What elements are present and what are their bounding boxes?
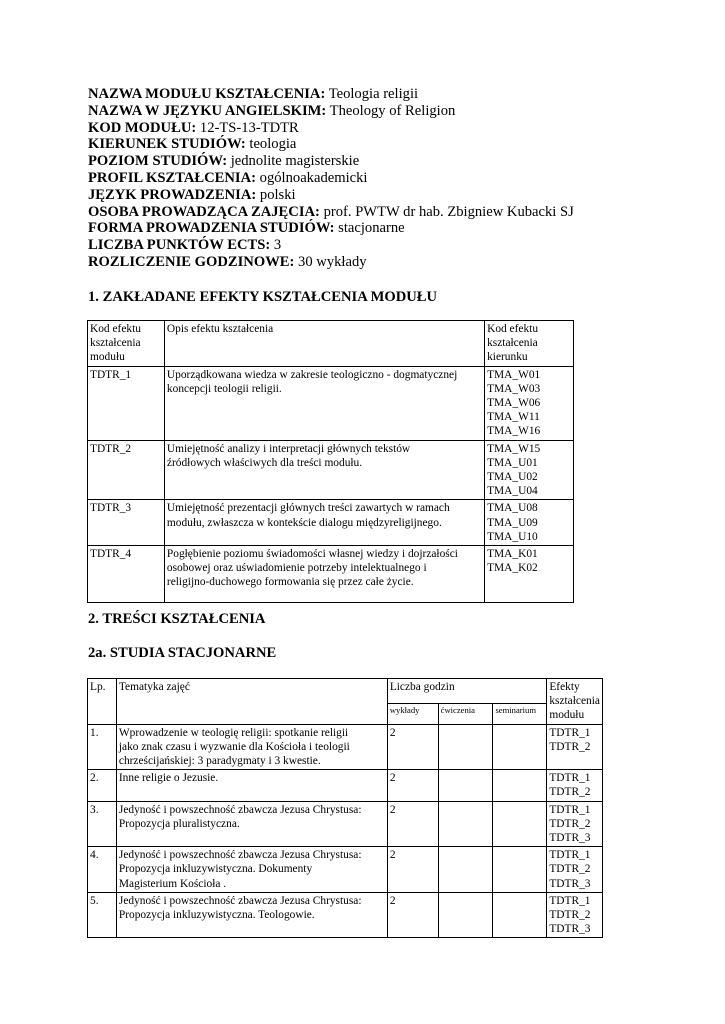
info-value: 30 wykłady	[298, 253, 367, 270]
row-effects: TDTR_1 TDTR_2	[547, 724, 603, 770]
row-seminar	[493, 770, 547, 801]
info-value: jednolite magisterskie	[230, 153, 360, 170]
info-hours	[88, 254, 588, 271]
info-label: FORMA PROWADZENIA STUDIÓW:	[88, 220, 335, 237]
header-exercises: ćwiczenia	[438, 704, 493, 724]
info-value: prof. PWTW dr hab. Zbigniew Kubacki SJ	[323, 203, 574, 220]
info-label: KOD MODUŁU:	[88, 119, 197, 136]
info-value: Theology of Religion	[329, 102, 456, 119]
table-row	[88, 847, 603, 893]
table-row	[88, 892, 603, 938]
info-field	[88, 136, 588, 153]
info-value: ogólnoakademicki	[259, 169, 368, 186]
row-lp: 3.	[88, 801, 117, 847]
outcome-description: Umiejętność analizy i interpretacji głównych tekstów źródłowych właściwych dla treści modułu.	[164, 440, 484, 500]
info-module-name	[88, 86, 588, 103]
info-label: NAZWA W JĘZYKU ANGIELSKIM:	[88, 102, 327, 119]
table-row	[88, 801, 603, 847]
info-value: Teologia religii	[328, 86, 419, 102]
row-lp: 5.	[88, 892, 117, 938]
table-row	[88, 546, 574, 603]
table-row	[88, 724, 603, 770]
info-value: 12-TS-13-TDTR	[199, 119, 299, 136]
outcome-code: TDTR_1	[88, 366, 165, 440]
row-lp: 2.	[88, 770, 117, 801]
info-label: POZIOM STUDIÓW:	[88, 153, 228, 170]
header-hours: Liczba godzin	[387, 679, 547, 704]
header-topic: Tematyka zajęć	[116, 679, 387, 725]
table-row	[88, 366, 574, 440]
row-topic: Inne religie o Jezusie.	[116, 770, 387, 801]
info-lecturer	[88, 204, 588, 221]
row-topic: Jedyność i powszechność zbawcza Jezusa Chrystusa: Propozycja pluralistyczna.	[116, 801, 387, 847]
info-module-code	[88, 120, 588, 137]
row-exercises	[438, 847, 493, 893]
table-row	[88, 500, 574, 546]
info-label: PROFIL KSZTAŁCENIA:	[88, 169, 256, 186]
info-label: KIERUNEK STUDIÓW:	[88, 136, 246, 153]
info-label: LICZBA PUNKTÓW ECTS:	[88, 237, 271, 254]
outcome-description: Umiejętność prezentacji głównych treści zawartych w ramach modułu, zwłaszcza w kontekście dialogu międzyreligijnego.	[164, 500, 484, 546]
row-effects: TDTR_1 TDTR_2 TDTR_3	[547, 801, 603, 847]
header-lp: Lp.	[88, 679, 117, 725]
row-topic: Jedyność i powszechność zbawcza Jezusa Chrystusa: Propozycja inkluzywistyczna. Teologowie.	[116, 892, 387, 938]
info-label: ROZLICZENIE GODZINOWE:	[88, 253, 295, 270]
info-label: NAZWA MODUŁU KSZTAŁCENIA:	[88, 86, 326, 102]
row-topic: Jedyność i powszechność zbawcza Jezusa Chrystusa: Propozycja inkluzywistyczna. Dokumenty Magisterium Kościoła .	[116, 847, 387, 893]
row-exercises	[438, 801, 493, 847]
module-info	[88, 86, 588, 271]
row-lectures: 2	[387, 847, 438, 893]
header-module-code: Kod efektu kształcenia modułu	[88, 321, 165, 367]
info-value: stacjonarne	[338, 220, 405, 237]
direction-codes: TMA_W01 TMA_W03 TMA_W06 TMA_W11 TMA_W16	[485, 366, 574, 440]
outcome-code: TDTR_2	[88, 440, 165, 500]
info-value: polski	[259, 186, 296, 203]
header-lectures: wykłady	[387, 704, 438, 724]
row-effects: TDTR_1 TDTR_2 TDTR_3	[547, 892, 603, 938]
outcome-code: TDTR_4	[88, 546, 165, 603]
row-seminar	[493, 724, 547, 770]
table-row	[88, 770, 603, 801]
row-seminar	[493, 847, 547, 893]
section-1-title: 1. ZAKŁADANE EFEKTY KSZTAŁCENIA MODUŁU	[88, 289, 438, 305]
row-effects: TDTR_1 TDTR_2 TDTR_3	[547, 847, 603, 893]
row-lectures: 2	[387, 892, 438, 938]
info-label: JĘZYK PROWADZENIA:	[88, 186, 257, 203]
row-lectures: 2	[387, 724, 438, 770]
learning-outcomes-table	[87, 320, 574, 603]
row-seminar	[493, 801, 547, 847]
outcome-description: Uporządkowana wiedza w zakresie teologiczno - dogmatycznej koncepcji teologii religii.	[164, 366, 484, 440]
table-row	[88, 440, 574, 500]
info-ects	[88, 237, 588, 254]
row-lectures: 2	[387, 770, 438, 801]
direction-codes: TMA_U08 TMA_U09 TMA_U10	[485, 500, 574, 546]
header-seminar: seminarium	[493, 704, 547, 724]
info-value: teologia	[249, 136, 297, 153]
header-direction-code: Kod efektu kształcenia kierunku	[485, 321, 574, 367]
row-exercises	[438, 892, 493, 938]
row-topic: Wprowadzenie w teologię religii: spotkanie religii jako znak czasu i wyzwanie dla Kościoła i teologii chrześcijańskiej: 3 paradygmaty i 3 kwestie.	[116, 724, 387, 770]
direction-codes: TMA_W15 TMA_U01 TMA_U02 TMA_U04	[485, 440, 574, 500]
section-2-title: 2. TREŚCI KSZTAŁCENIA	[88, 611, 266, 627]
row-lectures: 2	[387, 801, 438, 847]
table-header-row	[88, 321, 574, 367]
outcome-description: Pogłębienie poziomu świadomości własnej wiedzy i dojrzałości osobowej oraz uświadomienie potrzeby intelektualnego i religijno-duchowego formowania się przez całe życie.	[164, 546, 484, 603]
row-seminar	[493, 892, 547, 938]
direction-codes: TMA_K01 TMA_K02	[485, 546, 574, 603]
row-lp: 4.	[88, 847, 117, 893]
row-effects: TDTR_1 TDTR_2	[547, 770, 603, 801]
info-label: OSOBA PROWADZĄCA ZAJĘCIA:	[88, 203, 320, 220]
info-level	[88, 153, 588, 170]
row-exercises	[438, 724, 493, 770]
row-exercises	[438, 770, 493, 801]
info-study-form	[88, 220, 588, 237]
table-header-row	[88, 679, 603, 704]
outcome-code: TDTR_3	[88, 500, 165, 546]
course-content-table	[87, 678, 603, 938]
info-profile	[88, 170, 588, 187]
header-effects: Efekty kształcenia modułu	[547, 679, 603, 725]
info-english-name	[88, 103, 588, 120]
info-language	[88, 187, 588, 204]
info-value: 3	[273, 237, 282, 254]
row-lp: 1.	[88, 724, 117, 770]
section-2a-title: 2a. STUDIA STACJONARNE	[88, 645, 277, 661]
header-description: Opis efektu kształcenia	[164, 321, 484, 367]
